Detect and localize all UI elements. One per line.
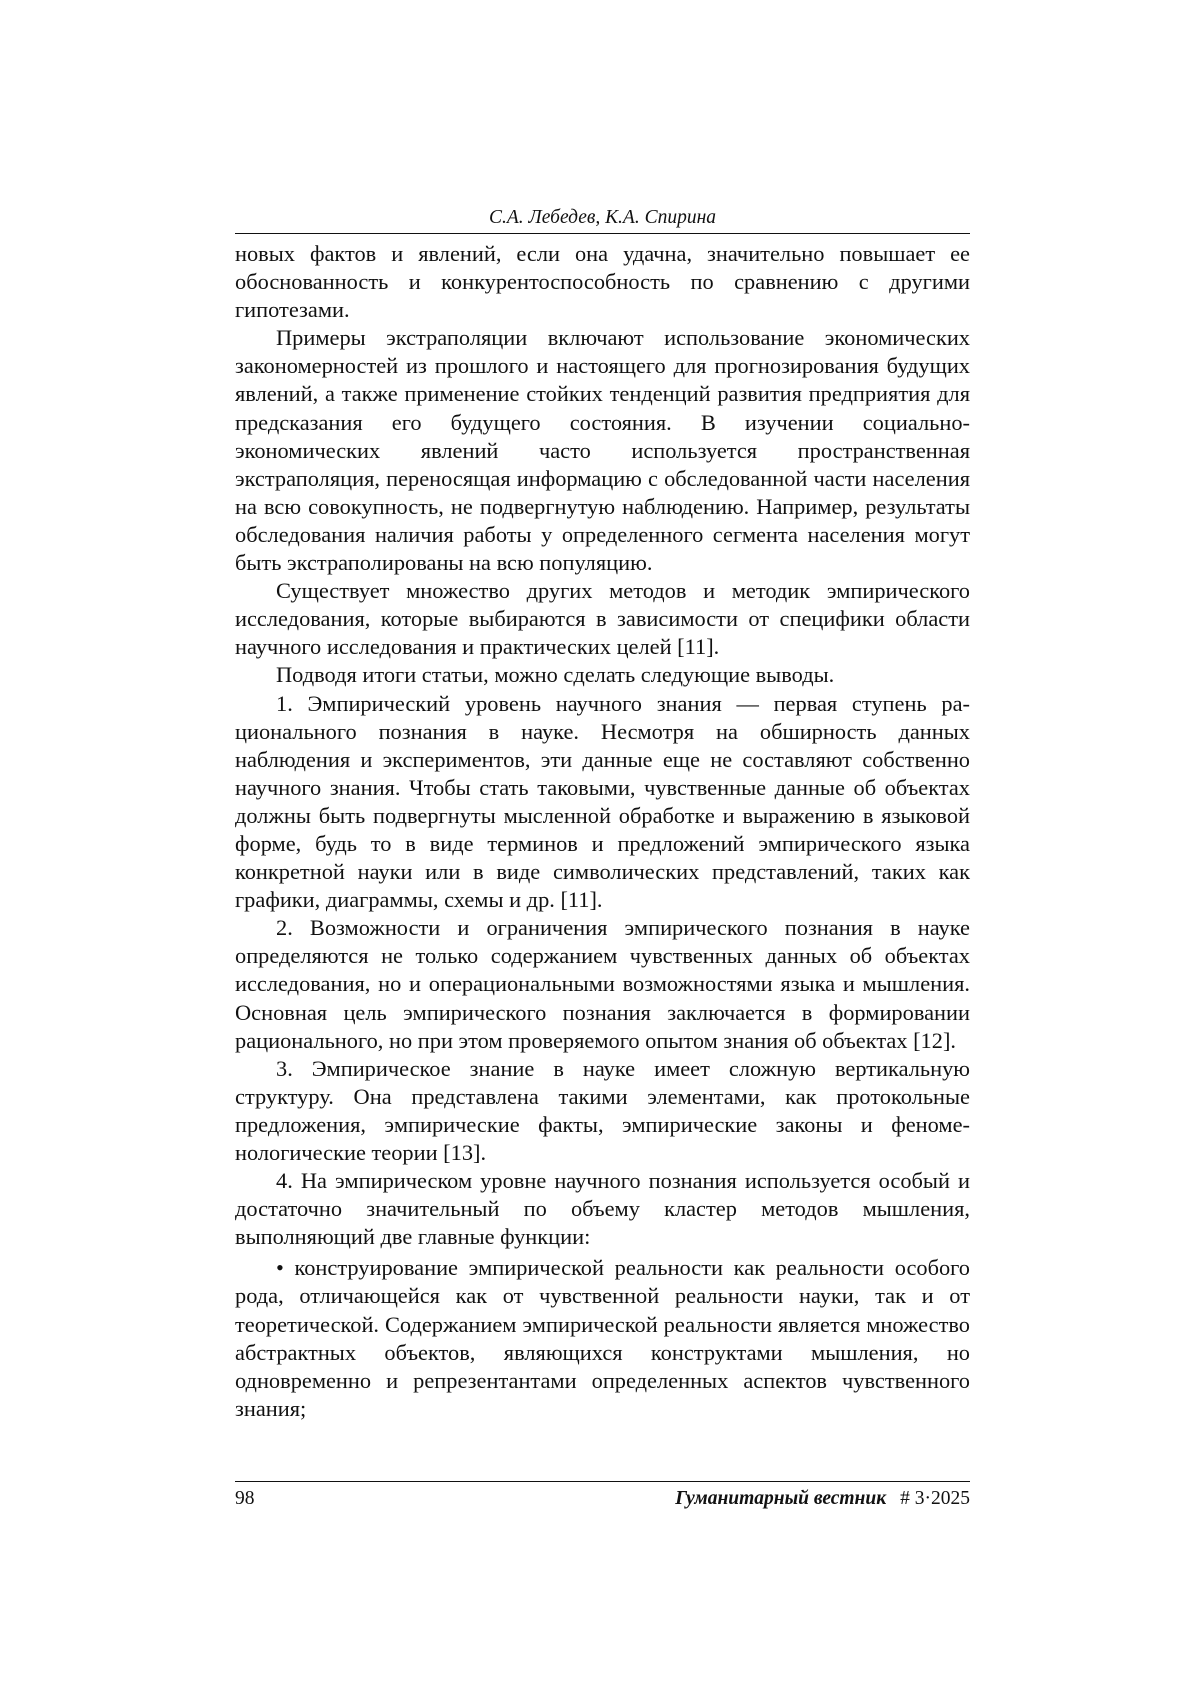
conclusion-item-4: 4. На эмпирическом уровне научного познания используется особый и достаточно значительный по объему кластер методов мышления, выполняющий две главные функции: [235, 1168, 970, 1250]
journal-issue: # 3·2025 [900, 1488, 970, 1509]
journal-info [675, 1486, 970, 1512]
footer-rule [235, 1481, 970, 1482]
page-number: 98 [235, 1488, 255, 1509]
conclusion-item-1: 1. Эмпирический уровень научного знания — первая ступень рационального познания в науке. Несмотря на обширность данных наблюдения и экспериментов, эти данные еще не составляют собственно научного знания. Чтобы стать таковыми, чувственные данные об объектах должны быть подвергнуты мысленной обработке и выражению в языковой форме, будь то в виде терминов и предложений эмпирического языка конкретной науки или в виде символических представлений, таких как графики, диаграммы, схемы и др. [11]. [235, 690, 970, 913]
paragraph-conclusions-intro: Подводя итоги статьи, можно сделать следующие выводы. [276, 662, 835, 688]
bullet-item-construction: • конструирование эмпирической реальности как реальности особого рода, отличающейся как от чувственной реальности науки, так и от теоретической. Содержанием эмпирической реальности является множество абстрактных объектов, являющихся конструктами мышления, но одновременно и репрезентантами определенных аспектов чувственного знания; [235, 1255, 970, 1421]
conclusion-item-2: 2. Возможности и ограничения эмпирического познания в науке определяются не только содержанием чувственных данных об объектах исследования, но и операциональными возможностями языка и мышления. Основная цель эмпирического познания заключается в формировании рационального, но при этом проверяемого опытом знания об объектах [12]. [235, 915, 970, 1053]
running-head-authors: С.А. Лебедев, К.А. Спирина [488, 207, 716, 228]
paragraph-continuation: новых фактов и явлений, если она удачна, значительно повышает ее обоснованность и конкурентоспособность по сравнению с другими гипотезами. [235, 241, 970, 323]
journal-name: Гуманитарный вестник [675, 1488, 887, 1509]
page-footer [235, 1486, 970, 1512]
paragraph-other-methods: Существует множество других методов и методик эмпирического исследования, которые выбираются в зависимости от специфики области научного исследования и практических целей [11]. [235, 578, 970, 660]
conclusion-item-3: 3. Эмпирическое знание в науке имеет сложную вертикальную структуру. Она представлена такими элементами, как протокольные предложения, эмпирические факты, эмпирические законы и феноменологические теории [13]. [235, 1055, 970, 1165]
article-body [235, 240, 970, 1423]
journal-page [235, 0, 970, 1698]
paragraph-extrapolation-examples: Примеры экстраполяции включают использование экономических закономерностей из прошлого и настоящего для прогнозирования будущих явлений, а также применение стойких тенденций развития предприятия для предсказания его будущего состояния. В изучении социально-экономических явлений часто используется пространственная экстраполяция, переносящая информацию с обследованной части населения на всю совокупность, не подвергнутую наблюдению. Например, результаты обследования наличия работы у определенного сегмента населения могут быть экстраполированы на всю популяцию. [235, 325, 970, 576]
header-rule [235, 233, 970, 234]
